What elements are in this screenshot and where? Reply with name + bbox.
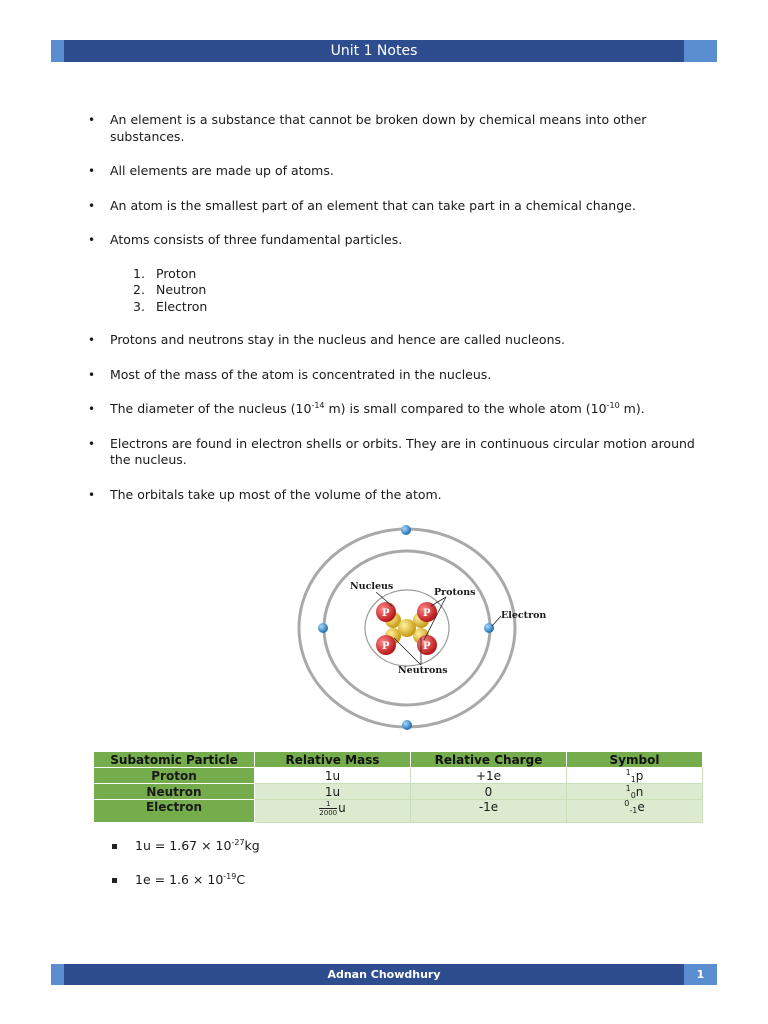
page-number: 1 xyxy=(684,964,717,985)
particle-name: Proton xyxy=(94,768,255,784)
bullet-text: Electrons are found in electron shells or orbits. They are in continuous circular motion around the nucleus. xyxy=(110,435,695,467)
electron-top xyxy=(401,525,411,535)
subatomic-particle-table xyxy=(93,751,703,823)
svg-text:P: P xyxy=(423,641,431,652)
col-header-mass: Relative Mass xyxy=(255,752,411,768)
item-number: 1. xyxy=(133,265,145,281)
bullet-item xyxy=(88,232,718,249)
footer-author: Adnan Chowdhury xyxy=(327,968,441,981)
label-electron: Electron xyxy=(501,610,547,621)
atom-diagram-svg xyxy=(296,520,547,735)
svg-text:P: P xyxy=(382,641,390,652)
bullet-icon: • xyxy=(88,113,96,127)
numbered-item xyxy=(88,266,718,283)
bullet-text: Protons and neutrons stay in the nucleus and hence are called nucleons. xyxy=(110,332,565,347)
footer-left-cap xyxy=(51,964,64,985)
header-right-cap xyxy=(684,40,717,62)
bullet-item xyxy=(88,487,718,504)
bullet-icon: • xyxy=(88,487,96,502)
bullet-icon: • xyxy=(88,333,96,347)
electron-left xyxy=(318,623,328,633)
electron-right xyxy=(484,623,494,633)
relative-mass: $\frac{1}{2000}$ u xyxy=(255,800,411,823)
bullet-text: The orbitals take up most of the volume of the atom. xyxy=(110,486,442,502)
relative-mass: 1u xyxy=(255,784,411,800)
unit-note-item: $1e = 1.6 \times 10^{-19}C$ xyxy=(110,872,260,888)
table-row xyxy=(94,768,703,784)
bullet-text: An atom is the smallest part of an element that can take part in a chemical change. xyxy=(110,197,636,213)
item-number: 3. xyxy=(133,298,145,314)
relative-charge: 0 xyxy=(411,784,567,800)
bullet-item xyxy=(88,112,718,145)
symbol: $^1_0$n xyxy=(567,784,703,800)
particle-name: Electron xyxy=(94,800,255,823)
unit-notes xyxy=(110,838,260,888)
bullet-icon: • xyxy=(88,198,96,213)
square-bullet-icon xyxy=(112,878,117,883)
item-label: Neutron xyxy=(156,282,207,297)
relative-mass: 1u xyxy=(255,768,411,784)
item-label: Electron xyxy=(156,298,208,314)
numbered-item xyxy=(88,282,718,299)
bullet-item xyxy=(88,367,718,384)
unit-note-item: $1u = 1.67 \times 10^{-27}kg$ xyxy=(110,838,260,854)
bullet-icon: • xyxy=(88,164,96,178)
symbol: $^0_{-1}$e xyxy=(567,800,703,823)
bullet-icon: • xyxy=(88,436,96,451)
square-bullet-icon xyxy=(112,844,117,849)
mass-fraction: $\frac{1}{2000}$ xyxy=(319,800,338,817)
label-protons: Protons xyxy=(434,587,476,598)
atom-diagram xyxy=(296,520,547,735)
label-nucleus: Nucleus xyxy=(350,581,394,592)
notes-list xyxy=(88,112,718,503)
electron-bottom xyxy=(402,720,412,730)
table-row xyxy=(94,800,703,823)
col-header-particle: Subatomic Particle xyxy=(94,752,255,768)
symbol: $^1_1$p xyxy=(567,768,703,784)
bullet-icon: • xyxy=(88,402,96,416)
svg-text:P: P xyxy=(423,608,431,619)
bullet-item xyxy=(88,332,718,349)
bullet-text: All elements are made up of atoms. xyxy=(110,163,334,178)
header-left-cap xyxy=(51,40,64,62)
bullet-text: An element is a substance that cannot be broken down by chemical means into other substances. xyxy=(110,112,647,144)
table-row xyxy=(94,784,703,800)
bullet-item xyxy=(88,401,718,418)
bullet-item xyxy=(88,436,718,469)
page-header xyxy=(51,40,717,62)
bullet-text: The diameter of the nucleus ($10^{-14}$ m) is small compared to the whole atom ($10^{-10}$ m). xyxy=(110,401,645,416)
relative-charge: +1e xyxy=(411,768,567,784)
item-label: Proton xyxy=(156,265,197,281)
bullet-item xyxy=(88,198,718,215)
bullet-text: Atoms consists of three fundamental particles. xyxy=(110,232,403,247)
bullet-item xyxy=(88,163,718,180)
page-title: Unit 1 Notes xyxy=(330,43,418,59)
page-footer xyxy=(51,964,717,985)
particle-name: Neutron xyxy=(94,784,255,800)
col-header-charge: Relative Charge xyxy=(411,752,567,768)
item-number: 2. xyxy=(133,282,145,297)
label-neutrons: Neutrons xyxy=(398,665,448,676)
bullet-text: Most of the mass of the atom is concentrated in the nucleus. xyxy=(110,366,492,382)
svg-text:P: P xyxy=(382,608,390,619)
col-header-symbol: Symbol xyxy=(567,752,703,768)
bullet-icon: • xyxy=(88,367,96,382)
relative-charge: -1e xyxy=(411,800,567,823)
bullet-icon: • xyxy=(88,233,96,247)
table-header-row xyxy=(94,752,703,768)
numbered-item xyxy=(88,299,718,316)
